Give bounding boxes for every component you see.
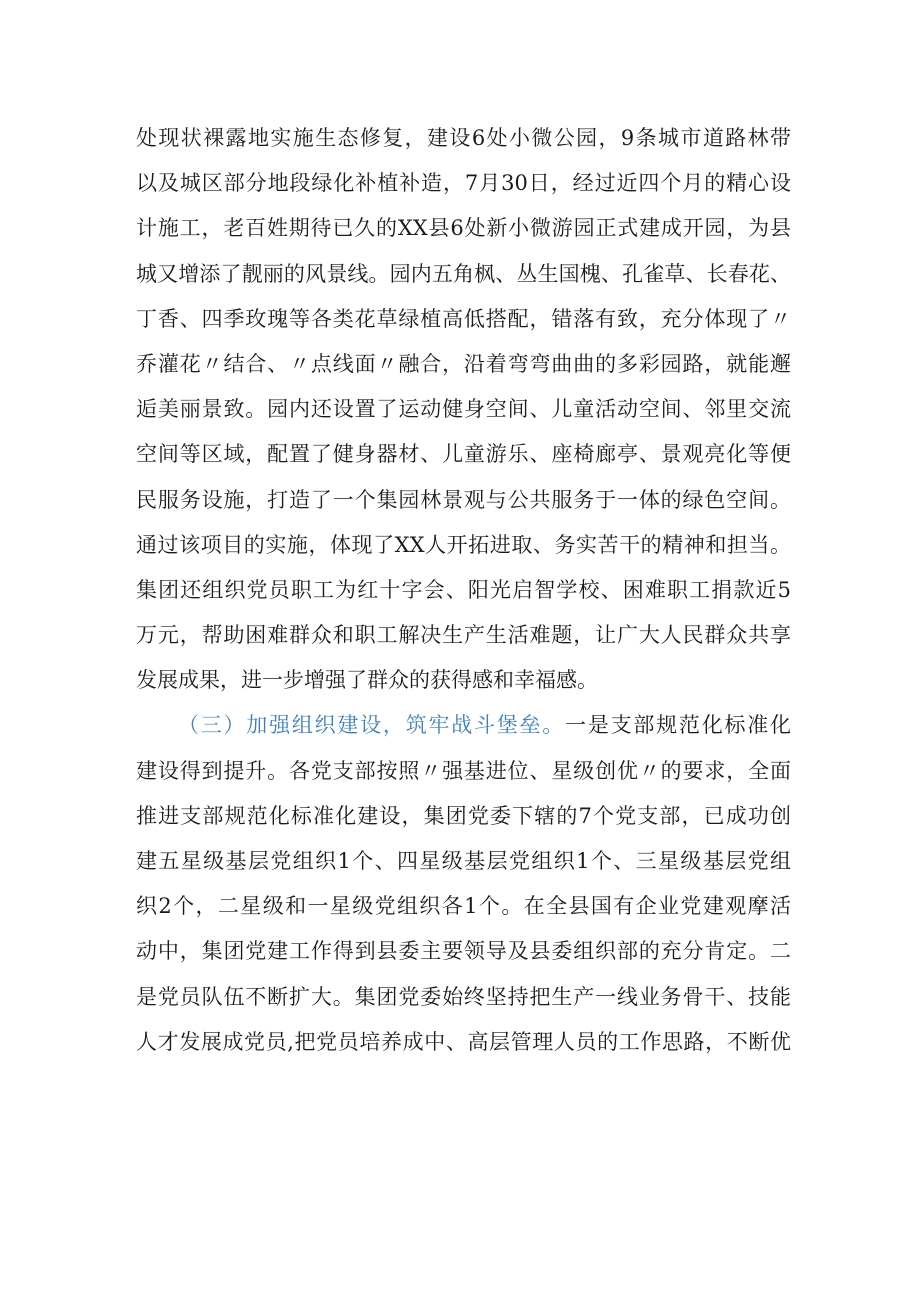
text-line: 丁香、四季玫瑰等各类花草绿植高低搭配，错落有致，充分体现了〃	[136, 306, 791, 331]
text-line: 建设得到提升。各党支部按照〃强基进位、星级创优〃的要求，全面	[136, 758, 791, 783]
text-line: 织2个，二星级和一星级党组织各1个。在全县国有企业党建观摩活	[136, 894, 791, 919]
text-line: 逅美丽景致。园内还设置了运动健身空间、儿童活动空间、邻里交流	[136, 397, 791, 422]
text-line: 是党员队伍不断扩大。集团党委始终坚持把生产一线业务骨干、技能	[136, 984, 791, 1009]
text-line: 城又增添了靓丽的风景线。园内五角枫、丛生国槐、孔雀草、长春花、	[136, 261, 791, 286]
section-heading: （三）加强组织建设，筑牢战斗堡垒。	[178, 713, 566, 738]
text-line: 空间等区域，配置了健身器材、儿童游乐、座椅廊亭、景观亮化等便	[136, 442, 791, 467]
text-line: 通过该项目的实施，体现了XX人开拓进取、务实苦干的精神和担当。	[136, 532, 791, 557]
text-line: 集团还组织党员职工为红十字会、阳光启智学校、困难职工捐款近5	[136, 577, 791, 602]
document-body	[136, 116, 791, 1065]
text-line: 发展成果，进一步增强了群众的获得感和幸福感。	[136, 668, 598, 693]
text-run: 一是支部规范化标准化	[565, 713, 791, 738]
text-line: 民服务设施，打造了一个集园林景观与公共服务于一体的绿色空间。	[136, 487, 791, 512]
text-line: 人才发展成党员,把党员培养成中、高层管理人员的工作思路，不断优	[136, 1029, 791, 1054]
section-heading-line	[136, 703, 791, 748]
text-line: 动中，集团党建工作得到县委主要领导及县委组织部的充分肯定。二	[136, 939, 791, 964]
text-line: 计施工，老百姓期待已久的XX县6处新小微游园正式建成开园，为县	[136, 216, 791, 241]
text-line: 处现状裸露地实施生态修复，建设6处小微公园，9条城市道路林带	[136, 126, 791, 150]
text-line: 推进支部规范化标准化建设，集团党委下辖的7个党支部，已成功创	[136, 803, 791, 828]
text-line: 乔灌花〃结合、〃点线面〃融合，沿着弯弯曲曲的多彩园路，就能邂	[136, 351, 791, 376]
text-line: 以及城区部分地段绿化补植补造，7月30日，经过近四个月的精心设	[136, 171, 791, 196]
text-line: 万元，帮助困难群众和职工解决生产生活难题，让广大人民群众共享	[136, 623, 791, 648]
text-line: 建五星级基层党组织1个、四星级基层党组织1个、三星级基层党组	[136, 849, 791, 873]
